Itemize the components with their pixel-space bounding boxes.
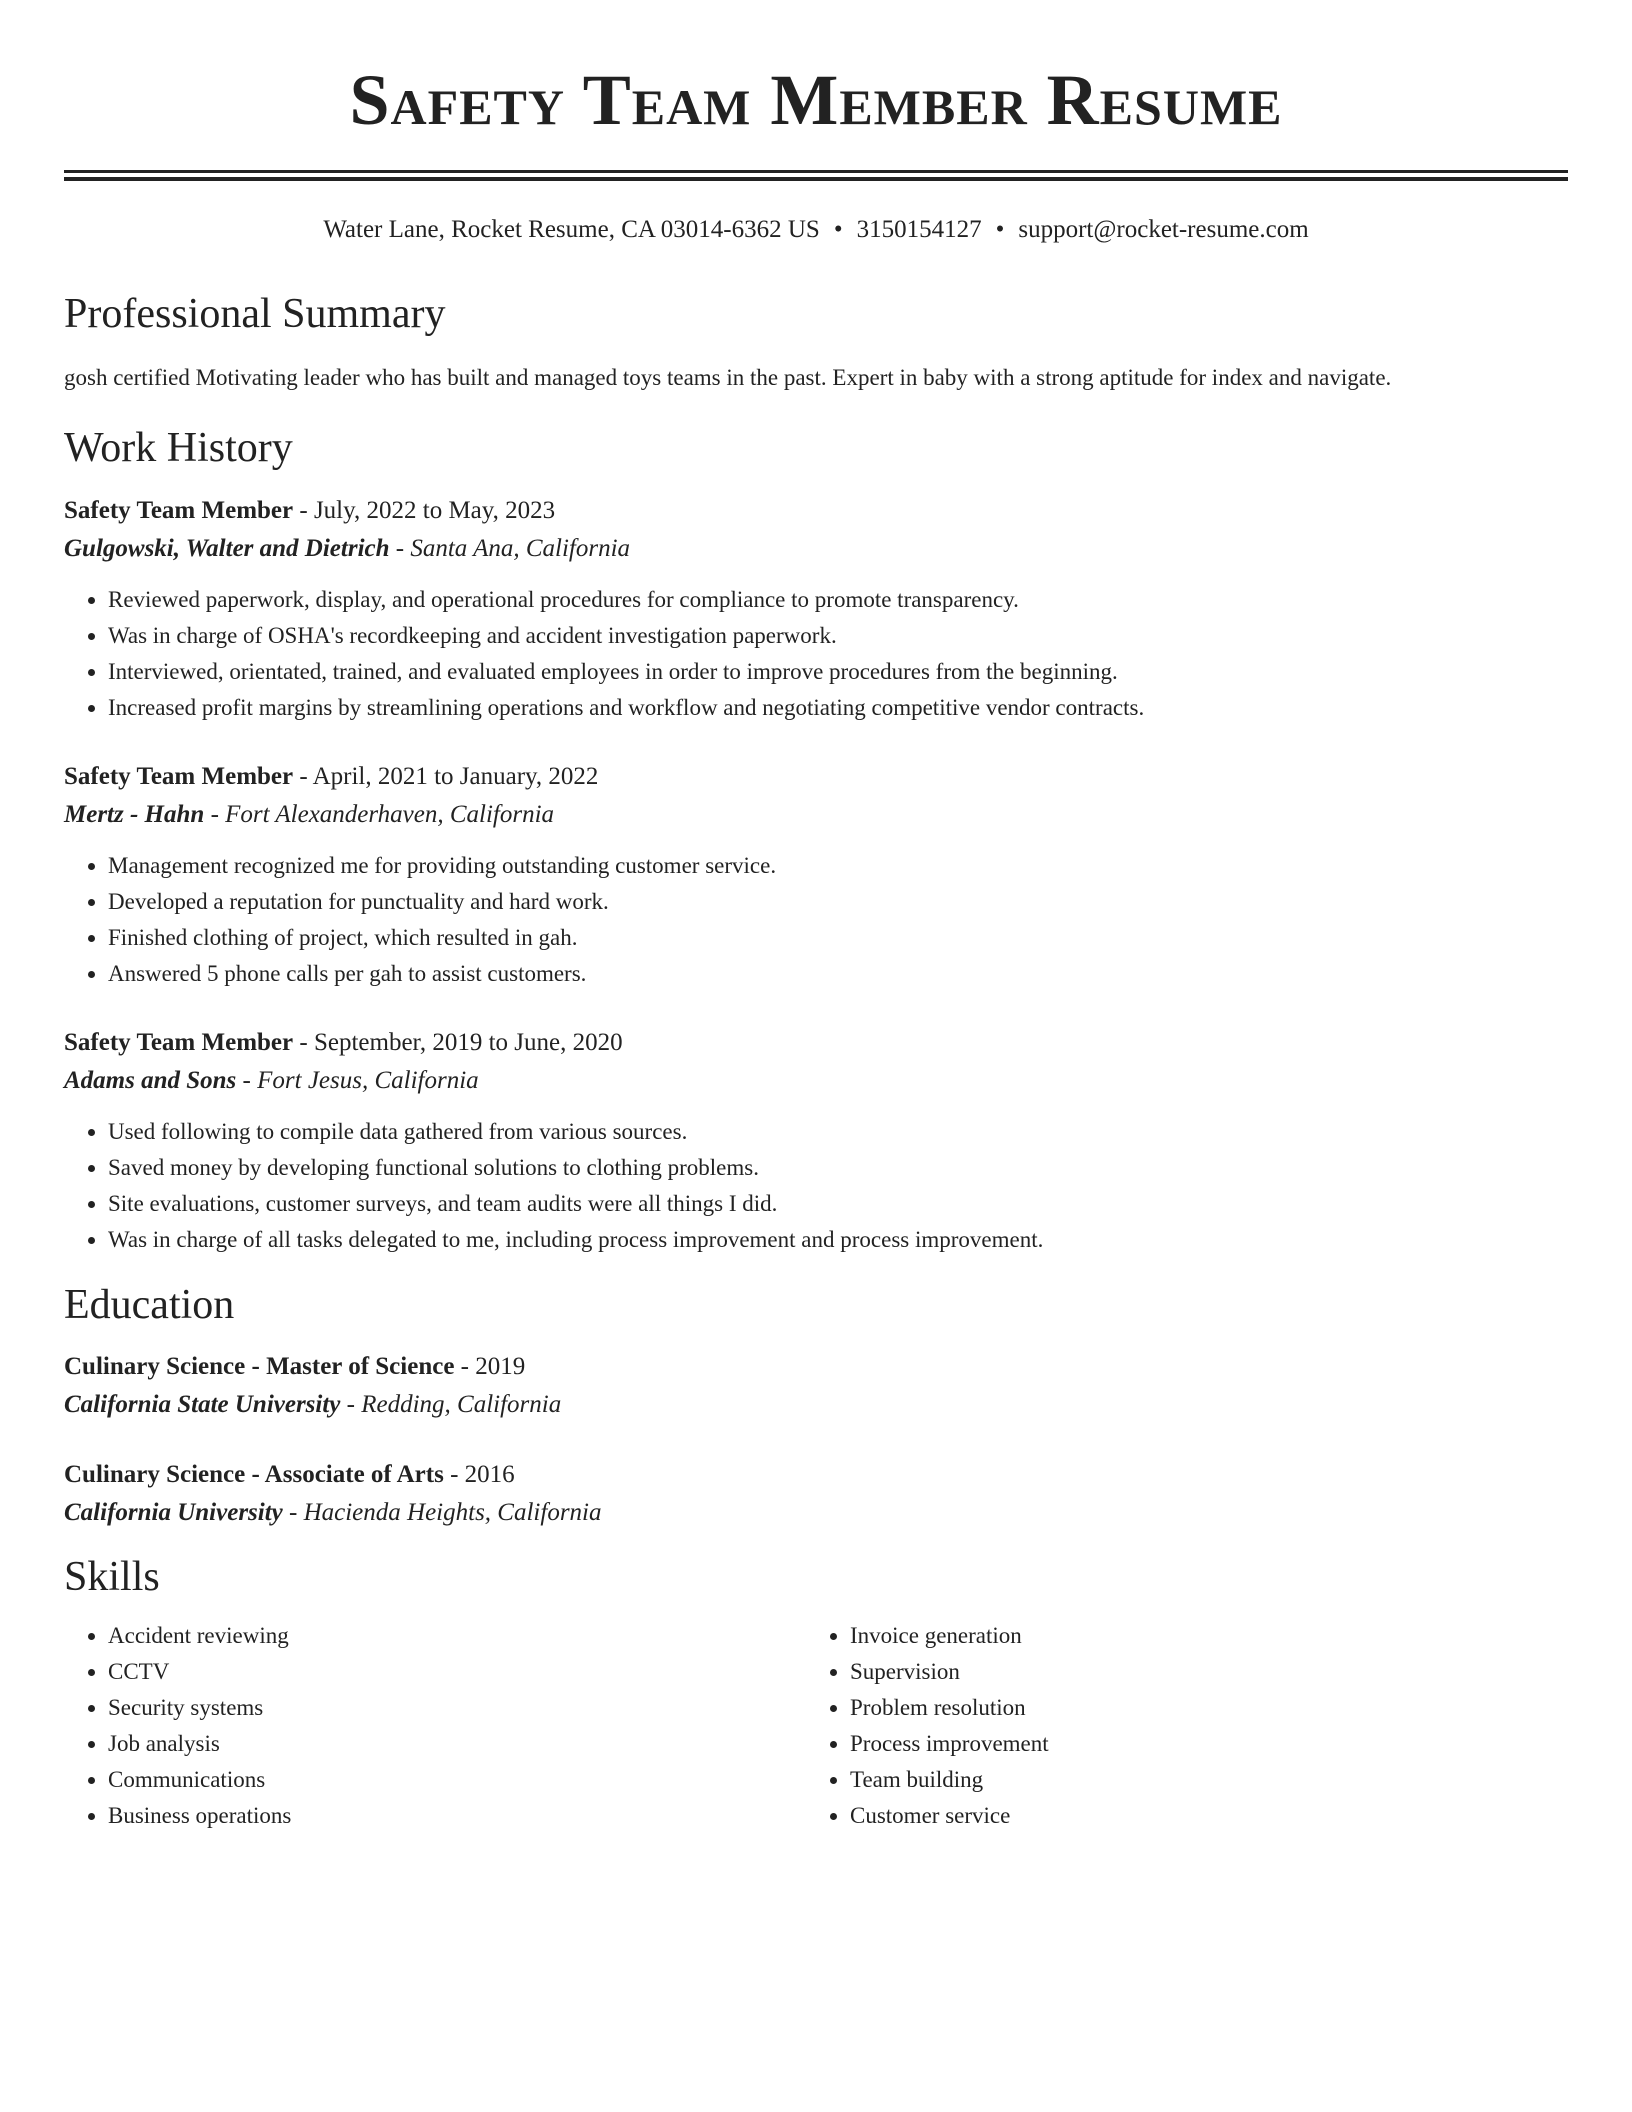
job-entry [64,496,1568,726]
list-item: • Reviewed paperwork, display, and operational procedures for compliance to promote transparency. [108,582,1568,618]
job-title: Safety Team Member [64,496,294,524]
job-location: - Fort Jesus, California [236,1066,479,1094]
skill-item: • CCTV [108,1654,806,1690]
job-company: Mertz - Hahn [64,800,205,828]
job-title: Safety Team Member [64,762,294,790]
contact-address: Water Lane, Rocket Resume, CA 03014-6362 US [323,216,820,243]
skill-item: • Customer service [850,1798,1548,1834]
job-location: - Santa Ana, California [389,534,631,562]
skill-item: • Security systems [108,1690,806,1726]
skill-item: • Supervision [850,1654,1548,1690]
education-entry [64,1352,1568,1420]
education-year: - 2019 [454,1353,526,1381]
job-location: - Fort Alexanderhaven, California [204,800,555,828]
work-history-heading: Work History [64,425,293,472]
skill-item: • Problem resolution [850,1690,1548,1726]
job-title-line [64,496,1568,526]
skill-item: • Invoice generation [850,1618,1548,1654]
contact-separator: • [833,216,843,243]
skills-list-left [64,1618,806,1834]
job-company: Adams and Sons [64,1066,237,1094]
list-item: • Finished clothing of project, which resulted in gah. [108,920,1568,956]
education-school: California University [64,1499,283,1527]
list-item: • Management recognized me for providing outstanding customer service. [108,848,1568,884]
education-location: - Redding, California [340,1391,562,1419]
summary-heading: Professional Summary [64,291,446,337]
education-degree: Culinary Science - Master of Science [64,1353,455,1381]
job-company-line [64,1066,1568,1096]
job-company-line [64,534,1568,564]
skill-item: • Team building [850,1762,1548,1798]
skills-heading: Skills [64,1554,160,1601]
contact-line [64,215,1568,245]
job-dates: - April, 2021 to January, 2022 [293,762,599,790]
page-title: Safety Team Member Resume [349,60,1283,140]
education-degree-line [64,1460,1568,1490]
job-bullets [64,848,1568,992]
contact-email: support@rocket-resume.com [1018,216,1309,243]
job-title: Safety Team Member [64,1028,294,1056]
job-entry [64,762,1568,992]
job-title-line [64,1028,1568,1058]
list-item: • Developed a reputation for punctuality and hard work. [108,884,1568,920]
education-entry [64,1460,1568,1528]
skill-item: • Accident reviewing [108,1618,806,1654]
skill-item: • Job analysis [108,1726,806,1762]
job-entry [64,1028,1568,1258]
skill-item: • Business operations [108,1798,806,1834]
job-bullets [64,1114,1568,1258]
skill-item: • Communications [108,1762,806,1798]
skills-list-right [806,1618,1548,1834]
job-dates: - September, 2019 to June, 2020 [293,1028,623,1056]
list-item: • Increased profit margins by streamlining operations and workflow and negotiating competitive vendor contracts. [108,690,1568,726]
contact-phone: 3150154127 [856,216,982,243]
education-heading: Education [64,1281,235,1328]
education-school: California State University [64,1391,341,1419]
skills-columns [64,1618,1568,1834]
list-item: • Was in charge of all tasks delegated to me, including process improvement and process improvement. [108,1222,1568,1258]
education-degree: Culinary Science - Associate of Arts [64,1461,444,1489]
summary-text: gosh certified Motivating leader who has built and managed toys teams in the past. Expert in baby with a strong aptitude for index and navigate. [64,365,1392,391]
title-divider [64,170,1568,181]
job-title-line [64,762,1568,792]
contact-separator: • [995,216,1005,243]
list-item: • Interviewed, orientated, trained, and evaluated employees in order to improve procedures from the beginning. [108,654,1568,690]
list-item: • Used following to compile data gathered from various sources. [108,1114,1568,1150]
list-item: • Site evaluations, customer surveys, and team audits were all things I did. [108,1186,1568,1222]
list-item: • Was in charge of OSHA's recordkeeping and accident investigation paperwork. [108,618,1568,654]
education-school-line [64,1390,1568,1420]
list-item: • Answered 5 phone calls per gah to assist customers. [108,956,1568,992]
education-school-line [64,1498,1568,1528]
education-location: - Hacienda Heights, California [282,1499,602,1527]
job-dates: - July, 2022 to May, 2023 [293,496,556,524]
skill-item: • Process improvement [850,1726,1548,1762]
job-company-line [64,800,1568,830]
list-item: • Saved money by developing functional solutions to clothing problems. [108,1150,1568,1186]
education-degree-line [64,1352,1568,1382]
job-company: Gulgowski, Walter and Dietrich [64,534,390,562]
education-year: - 2016 [443,1461,515,1489]
job-bullets [64,582,1568,726]
